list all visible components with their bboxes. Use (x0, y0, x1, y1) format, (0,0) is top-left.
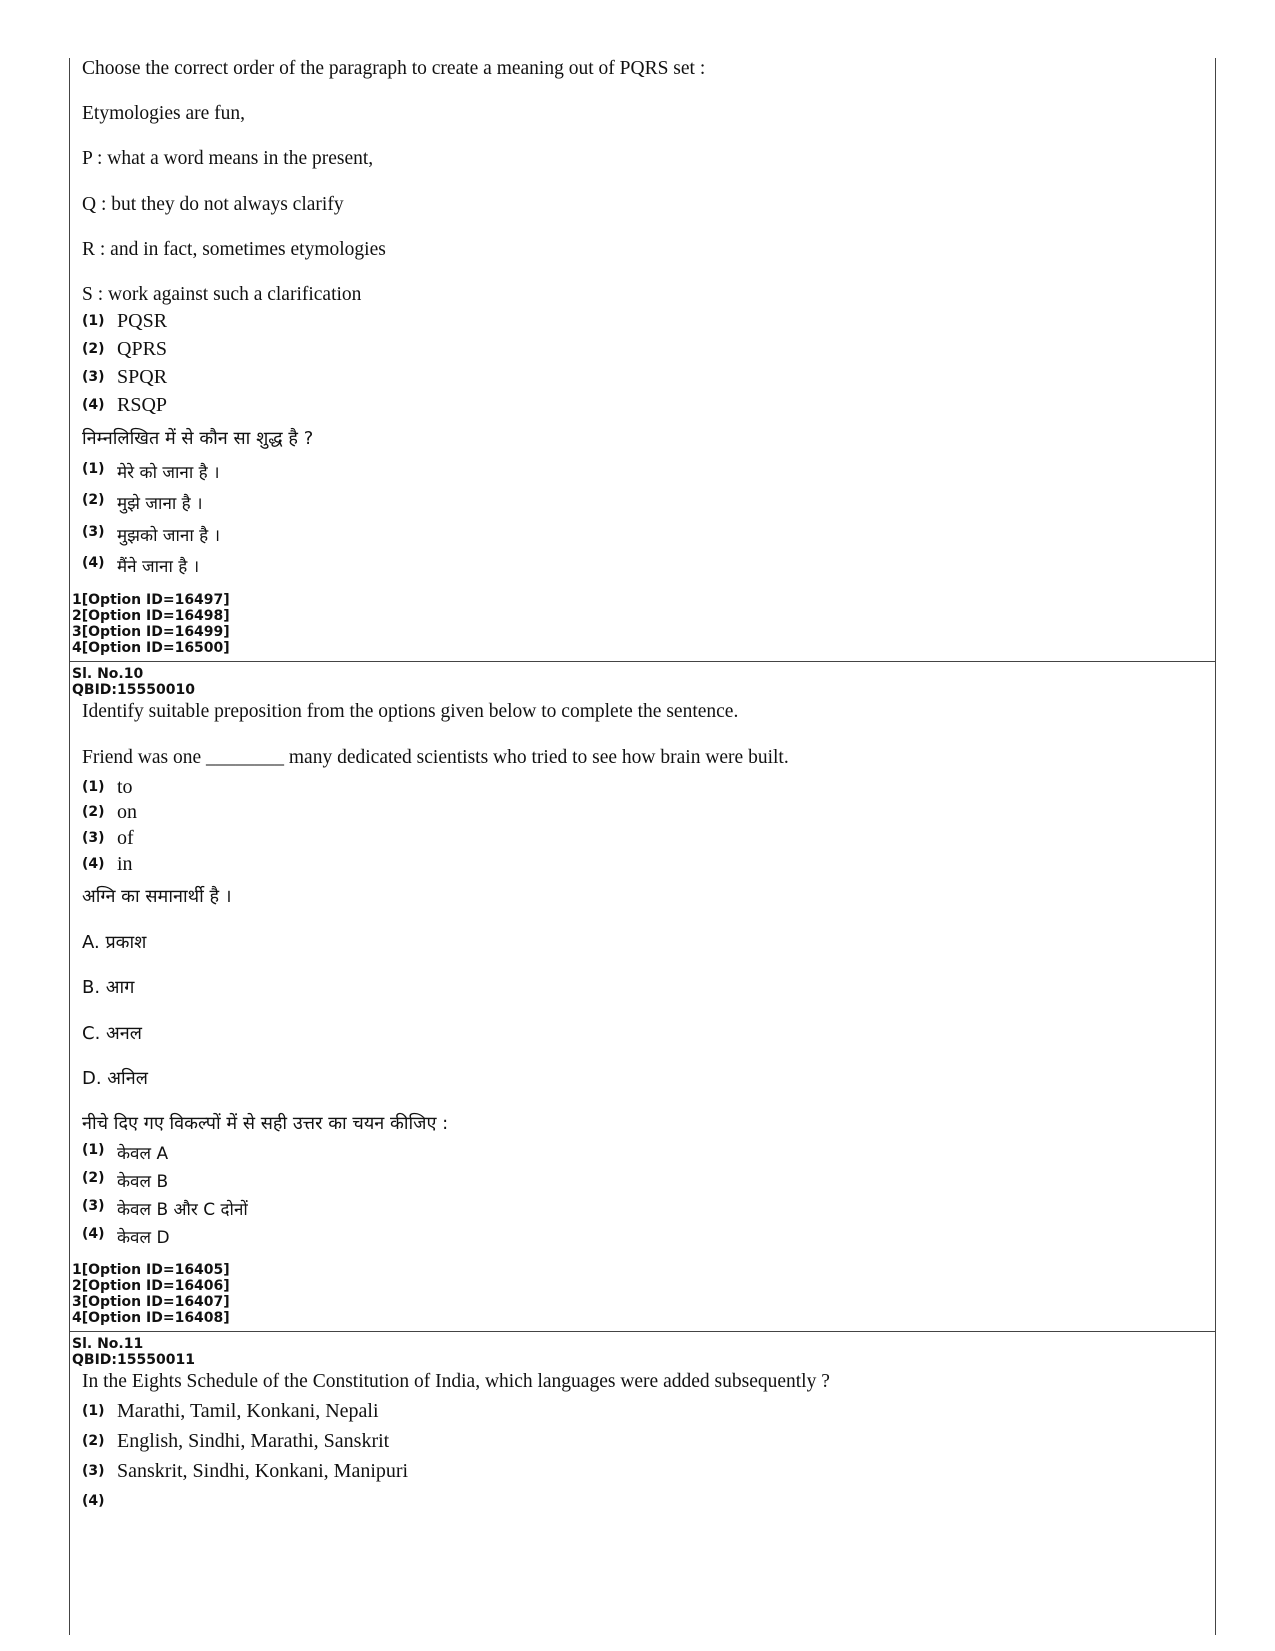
serial-number: Sl. No.10 (72, 666, 144, 682)
hindi-prompt: निम्नलिखित में से कौन सा शुद्ध है ? (82, 428, 314, 449)
paragraph-lead: Etymologies are fun, (82, 103, 245, 124)
option-text: केवल A (117, 1144, 169, 1164)
question-prompt: In the Eights Schedule of the Constitution of India, which languages were added subsequently ? (82, 1371, 830, 1392)
question-divider (70, 661, 1215, 662)
option-number: (1) (82, 461, 105, 477)
option-text: केवल B और C दोनों (117, 1200, 248, 1220)
option-id: 1[Option ID=16405] (72, 1262, 230, 1278)
option-number: (1) (82, 1142, 105, 1158)
option-text: of (117, 827, 134, 849)
option-text: केवल B (117, 1172, 169, 1192)
option-number: (2) (82, 341, 105, 357)
option-text: मेरे को जाना है । (117, 463, 220, 483)
option-id: 4[Option ID=16408] (72, 1310, 230, 1326)
serial-number: Sl. No.11 (72, 1336, 144, 1352)
option-number: (3) (82, 1198, 105, 1214)
option-text: QPRS (117, 338, 168, 360)
option-number: (4) (82, 1493, 105, 1509)
part-r: R : and in fact, sometimes etymologies (82, 239, 386, 260)
option-number: (4) (82, 555, 105, 571)
part-s: S : work against such a clarification (82, 284, 362, 305)
option-text: in (117, 853, 133, 875)
question-sentence: Friend was one ________ many dedicated scientists who tried to see how brain were built. (82, 747, 789, 768)
part-q: Q : but they do not always clarify (82, 194, 344, 215)
exam-page (69, 58, 1216, 1635)
option-id: 1[Option ID=16497] (72, 592, 230, 608)
qbid: QBID:15550010 (72, 682, 195, 698)
option-text: Marathi, Tamil, Konkani, Nepali (117, 1400, 379, 1422)
option-number: (1) (82, 779, 105, 795)
option-number: (2) (82, 1433, 105, 1449)
option-text: on (117, 801, 137, 823)
option-text: RSQP (117, 394, 168, 416)
option-number: (2) (82, 1170, 105, 1186)
option-text: मुझे जाना है । (117, 494, 203, 514)
question-prompt: Identify suitable preposition from the options given below to complete the sentence. (82, 701, 739, 722)
part-p: P : what a word means in the present, (82, 148, 374, 169)
option-text: मुझको जाना है । (117, 526, 221, 546)
option-text: to (117, 776, 133, 798)
option-id: 4[Option ID=16500] (72, 640, 230, 656)
option-number: (4) (82, 397, 105, 413)
option-text: Sanskrit, Sindhi, Konkani, Manipuri (117, 1460, 409, 1482)
option-id: 3[Option ID=16499] (72, 624, 230, 640)
option-text: SPQR (117, 366, 168, 388)
option-text: PQSR (117, 310, 168, 332)
hindi-choice-a: A. प्रकाश (82, 932, 147, 953)
option-number: (1) (82, 313, 105, 329)
option-id-list (72, 1262, 230, 1326)
option-number: (1) (82, 1403, 105, 1419)
hindi-instruction: नीचे दिए गए विकल्पों में से सही उत्तर का चयन कीजिए : (82, 1113, 449, 1134)
option-number: (2) (82, 492, 105, 508)
option-id-list (72, 592, 230, 656)
option-number: (3) (82, 1463, 105, 1479)
option-text: केवल D (117, 1228, 170, 1248)
option-number: (4) (82, 1226, 105, 1242)
option-text: मैंने जाना है । (117, 557, 200, 577)
option-text: English, Sindhi, Marathi, Sanskrit (117, 1430, 390, 1452)
option-number: (2) (82, 804, 105, 820)
option-number: (3) (82, 830, 105, 846)
option-id: 2[Option ID=16406] (72, 1278, 230, 1294)
hindi-choice-b: B. आग (82, 977, 135, 998)
hindi-choice-c: C. अनल (82, 1023, 142, 1044)
option-number: (3) (82, 524, 105, 540)
qbid: QBID:15550011 (72, 1352, 195, 1368)
option-number: (3) (82, 369, 105, 385)
option-id: 3[Option ID=16407] (72, 1294, 230, 1310)
question-divider (70, 1331, 1215, 1332)
option-id: 2[Option ID=16498] (72, 608, 230, 624)
question-prompt: Choose the correct order of the paragraph to create a meaning out of PQRS set : (82, 58, 706, 79)
option-number: (4) (82, 856, 105, 872)
hindi-prompt: अग्नि का समानार्थी है । (82, 886, 232, 907)
hindi-choice-d: D. अनिल (82, 1068, 148, 1089)
